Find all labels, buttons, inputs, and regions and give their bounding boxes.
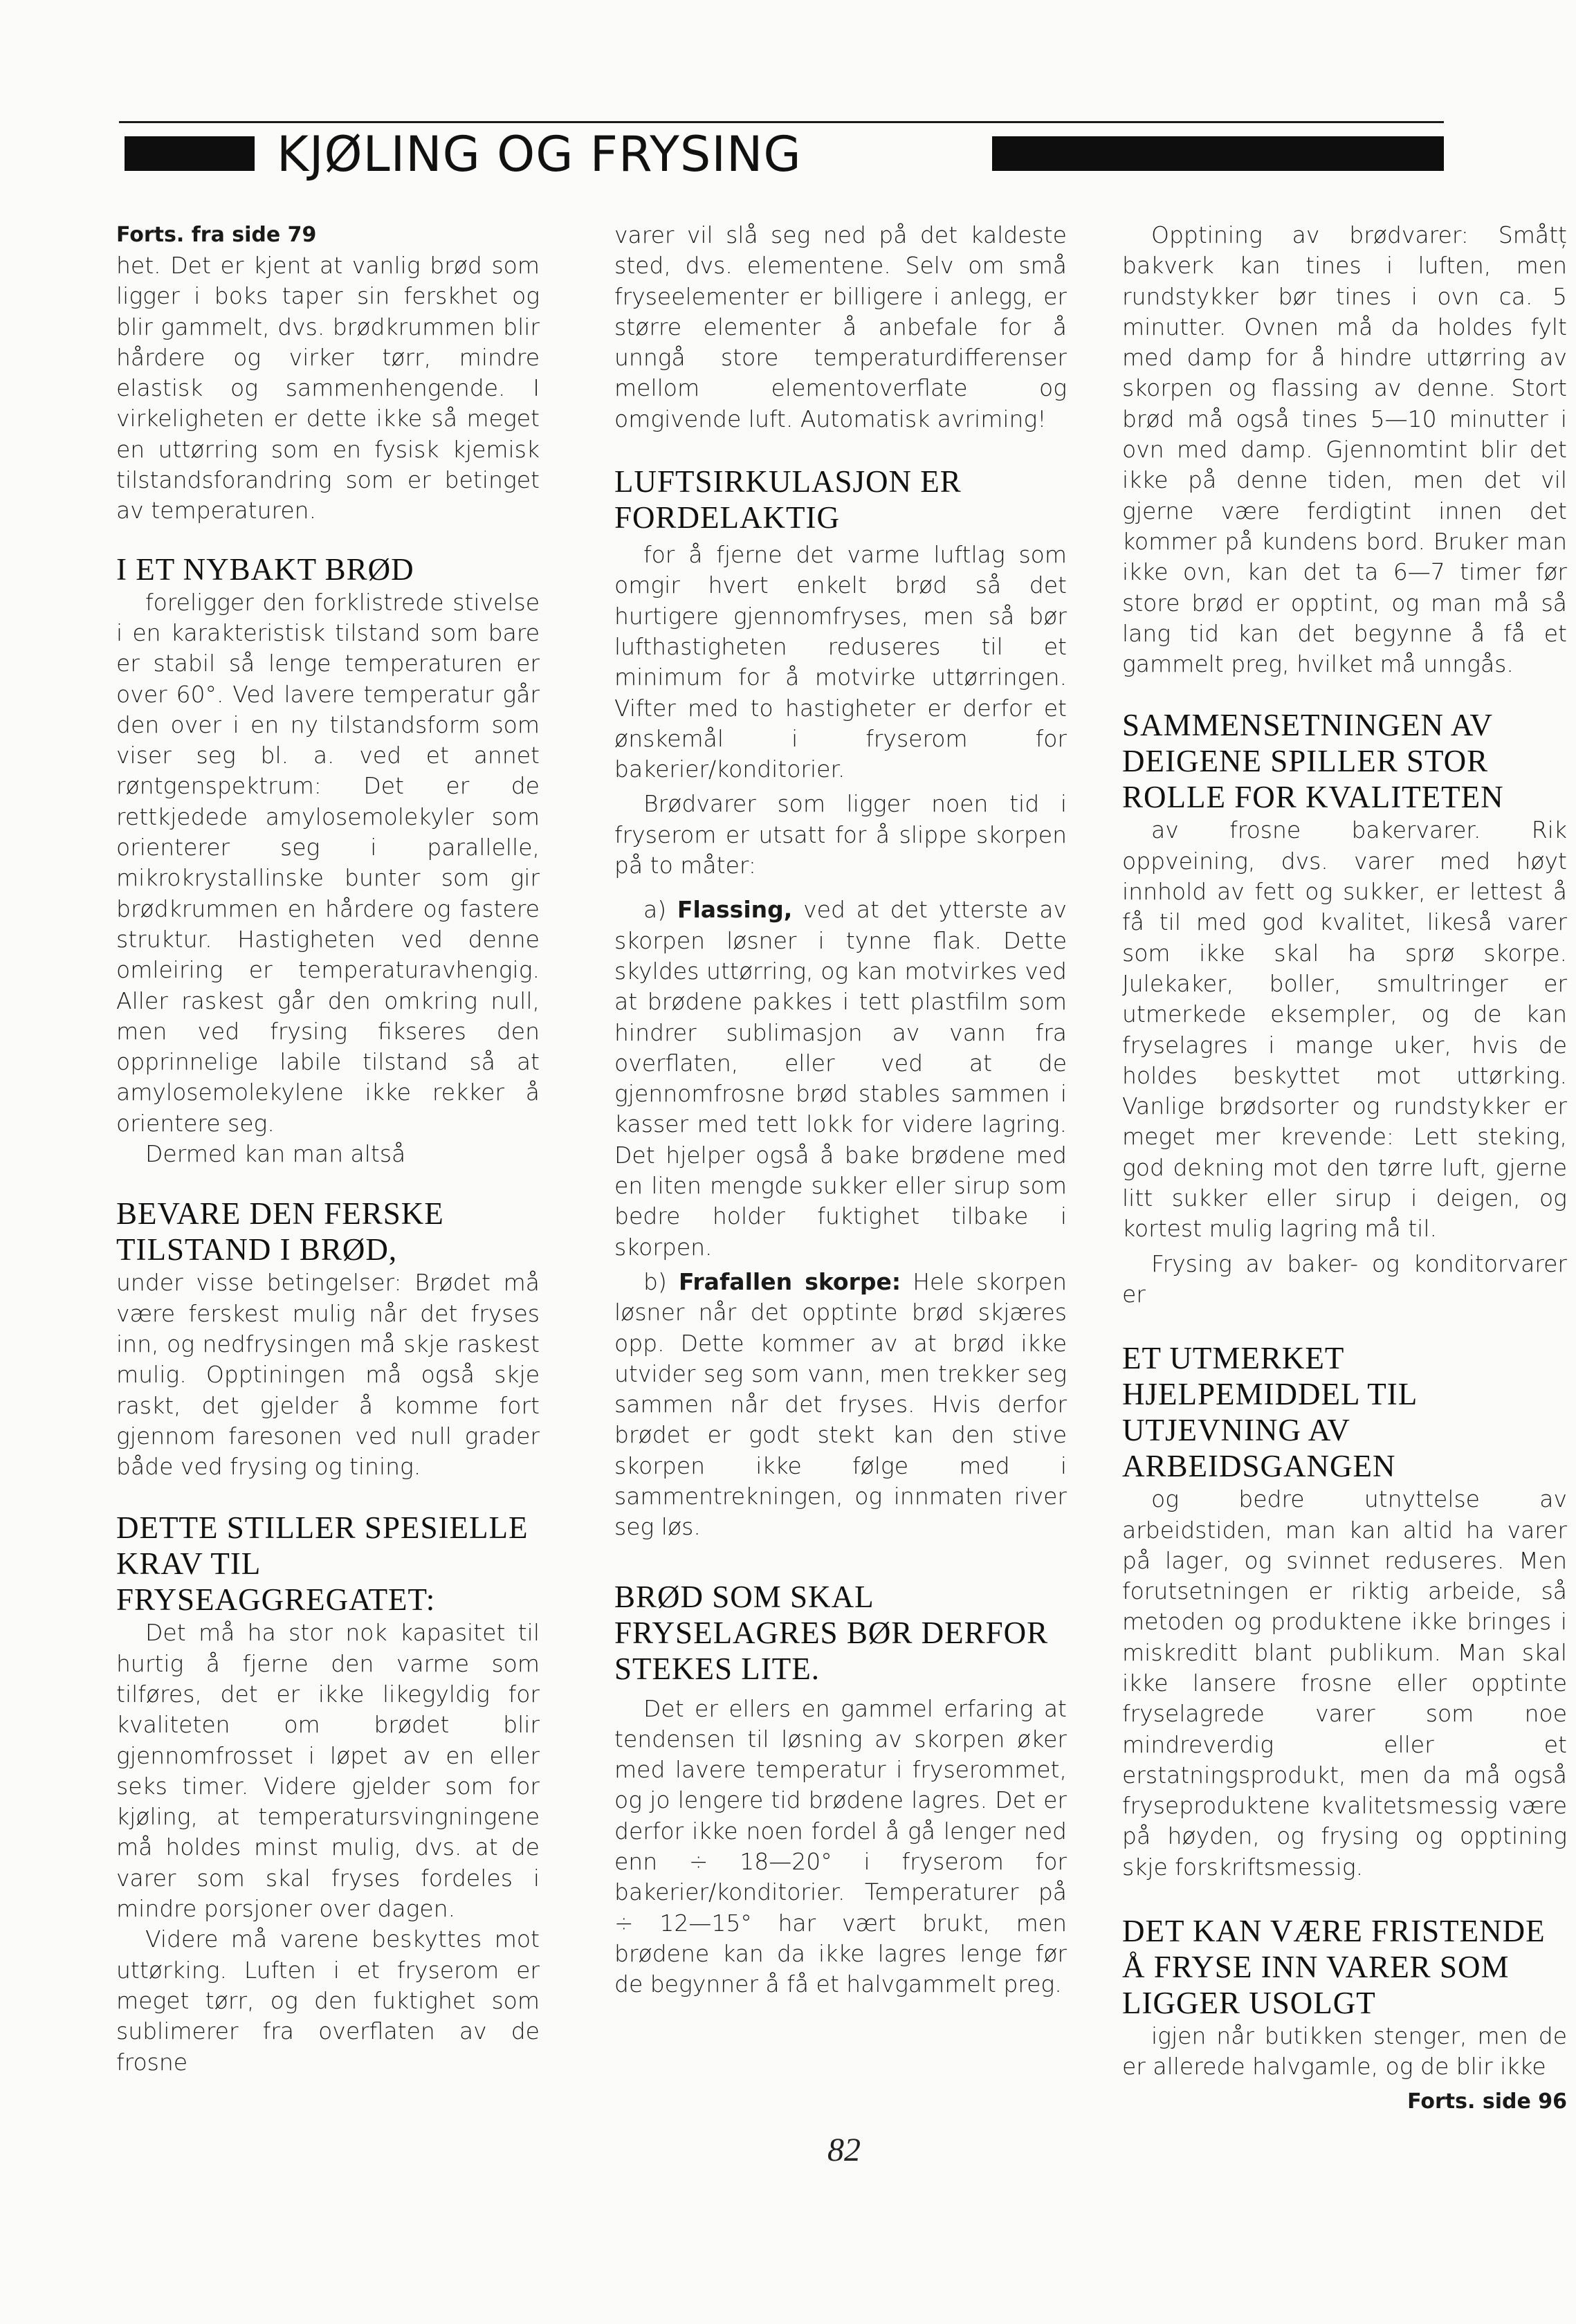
header-bar-left: [125, 136, 255, 171]
paragraph: og bedre utnyttelse av arbeidstiden, man kan altid ha varer på lager, og svinnet reduseres. Men forutsetningen er riktig arbeide, så metoden og produktene ikke bringes i miskreditt blant publikum. Man skal ikke lansere frosne eller opptinte fryselagrede varer som noe mindreverdig eller et erstatningsprodukt, men da må også fryseproduktene kvalitetsmessig være på høyden, og frysing og opptining skje forskriftsmessig.: [1122, 1485, 1567, 1881]
paragraph: varer vil slå seg ned på det kaldeste sted, dvs. elementene. Selv om små fryseelementer er billigere i anlegg, er større elementer å anbefale for å unngå store temperaturdifferenser mellom elementoverflate og omgivende luft. Automatisk avriming!: [614, 221, 1067, 432]
list-label: a): [643, 896, 677, 924]
header-rule: [119, 121, 1444, 123]
paragraph-flassing: [614, 895, 1067, 1263]
subheading: BRØD SOM SKAL FRYSELAGRES BØR DERFOR STEKES LITE.: [614, 1579, 1049, 1686]
subheading: BEVARE DEN FERSKE TILSTAND I BRØD,: [116, 1196, 444, 1268]
paragraph: igjen når butikken stenger, men de er allerede halvgamle, og de blir ikke: [1122, 2022, 1567, 2080]
paragraph: av frosne bakervarer. Rik oppveining, dvs. varer med høyt innhold av fett og sukker, er lettest å få til med god kvalitet, likeså varer som ikke skal ha sprø skorpe. Julekaker, boller, smultringer er utmerkede eksempler, og de kan fryselagres i mange uker, hvis de holdes beskyttet mot uttørking. Vanlige brødsorter og rundstykker er meget mer krevende: Lett steking, god dekning mot den tørre luft, gjerne litt sukker eller sirup i deigen, og kortest mulig lagring må til.: [1122, 816, 1567, 1243]
keyword: Flassing,: [677, 896, 793, 924]
paragraph: Frysing av baker- og konditorvarer er: [1122, 1250, 1567, 1308]
keyword: Frafallen skorpe:: [678, 1268, 901, 1295]
paragraph: Det er ellers en gammel erfaring at tendensen til løsning av skorpen øker med lavere temperatur i fryserommet, og jo lengere tid brødene lagres. Det er derfor ikke noen fordel å gå lenger ned enn ÷ 18—20° i fryserom for bakerier/konditorier. Temperaturer på ÷ 12—15° har vært brukt, men brødene kan da ikke lagres lenge før de begynner å få et halvgammelt preg.: [614, 1694, 1067, 1998]
paragraph: het. Det er kjent at vanlig brød som ligger i boks taper sin ferskhet og blir gammelt, dvs. brødkrummen blir hårdere og virker tørr, mindre elastisk og sammenhengende. I virkeligheten er dette ikke så meget en uttørring som en fysisk kjemisk tilstandsforandring som er betinget av temperaturen.: [116, 252, 540, 524]
paragraph: Dermed kan man altså: [145, 1140, 406, 1168]
subheading: I ET NYBAKT BRØD: [116, 551, 414, 587]
subheading: DET KAN VÆRE FRISTENDE Å FRYSE INN VARER SOM LIGGER USOLGT: [1122, 1914, 1546, 2021]
paragraph: Opptining av brødvarer: Småtț bakverk kan tines i luften, men rundstykker bør tines i ovn ca. 5 minutter. Ovnen må da holdes fylt med damp for å hindre uttørring av skorpen og flassing av denne. Stort brød må også tines 5—10 minutter i ovn med damp. Gjennomtint blir det ikke på denne tiden, men det vil gjerne være ferdigtint innen det kommer på kundens bord. Bruker man ikke ovn, kan det ta 6—7 timer før store brød er opptint, og man må så lang tid kan det begynne å få et gammelt preg, hvilket må unngås.: [1122, 221, 1567, 678]
paragraph: for å fjerne det varme luftlag som omgir hvert enkelt brød så det hurtigere gjennomfryses, men så bør lufthastigheten reduseres til et minimum for å motvirke uttørringen. Vifter med to hastigheter er derfor et ønskemål i fryserom for bakerier/konditorier.: [614, 541, 1067, 783]
continued-on-note: Forts. side 96: [1407, 2089, 1567, 2114]
page-number: 82: [827, 2132, 861, 2168]
paragraph-frafallen-skorpe: [614, 1267, 1067, 1543]
paragraph-text: Hele skorpen løsner når det opptinte brød skjæres opp. Dette kommer av at brød ikke utvider seg som vann, men trekker seg sammen når det fryses. Hvis derfor brødet er godt stekt kan den stive skorpen ikke følge med i sammentrekningen, og innmaten river seg løs.: [614, 1268, 1067, 1541]
continued-from-note: Forts. fra side 79: [116, 223, 317, 247]
subheading: ET UTMERKET HJELPEMIDDEL TIL UTJEVNING AV ARBEIDSGANGEN: [1122, 1341, 1417, 1484]
column-2: [614, 220, 1067, 2000]
subheading: LUFTSIRKULASJON ER FORDELAKTIG: [614, 464, 962, 536]
header-bar-right: [992, 136, 1444, 171]
paragraph: Det må ha stor nok kapasitet til hurtig å fjerne den varme som tilføres, det er ikke likegyldig for kvaliteten om brødet blir gjennomfrosset i løpet av en eller seks timer. Videre gjelder som for kjøling, at temperatursvingningene må holdes minst mulig, dvs. at de varer som skal fryses fordeles i mindre porsjoner over dagen.: [116, 1619, 540, 1923]
column-3: [1122, 220, 1567, 2117]
subheading: DETTE STILLER SPESIELLE KRAV TIL FRYSEAGGREGATET:: [116, 1510, 529, 1618]
paragraph: Videre må varene beskyttes mot uttørking. Luften i et fryserom er meget tørr, og den fuktighet som sublimerer fra overflaten av de frosne: [116, 1925, 540, 2076]
paragraph-text: ved at det ytterste av skorpen løsner i tynne flak. Dette skyldes uttørring, og kan motvirkes ved at brødene pakkes i tett plastfilm som hindrer sublimasjon av vann fra overflaten, eller ved at de gjennomfrosne brød stables sammen i kasser med tett lokk for videre lagring. Det hjelper også å bake brødene med en liten mengde sukker eller sirup som bedre holder fuktighet tilbake i skorpen.: [614, 896, 1067, 1261]
list-label: b): [643, 1268, 679, 1295]
column-1: [116, 220, 540, 2078]
section-title: KJØLING OG FRYSING: [277, 126, 802, 183]
subheading: SAMMENSETNINGEN AV DEIGENE SPILLER STOR ROLLE FOR KVALITETEN: [1122, 708, 1504, 815]
section-header: [119, 121, 1444, 187]
paragraph: under visse betingelser: Brødet må være ferskest mulig når det fryses inn, og nedfrysingen må skje raskest mulig. Opptiningen må også skje raskt, det gjelder å komme fort gjennom faresonen ved null grader både ved frysing og tining.: [116, 1269, 540, 1481]
paragraph: foreligger den forklistrede stivelse i en karakteristisk tilstand som bare er stabil så lenge temperaturen er over 60°. Ved lavere temperatur går den over i en ny tilstandsform som viser seg bl. a. ved et annet røntgenspektrum: Det er de rettkjedede amylosemolekyler som orienterer seg i parallelle, mikrokrystallinske bunter som gir brødkrummen en hårdere og fastere struktur. Hastigheten ved denne omleiring er temperaturavhengig. Aller raskest går den omkring null, men ved frysing fikseres den opprinnelige labile tilstand så at amylosemolekylene ikke rekker å orientere seg.: [116, 588, 540, 1137]
paragraph: Brødvarer som ligger noen tid i fryserom er utsatt for å slippe skorpen på to måter:: [614, 790, 1067, 879]
